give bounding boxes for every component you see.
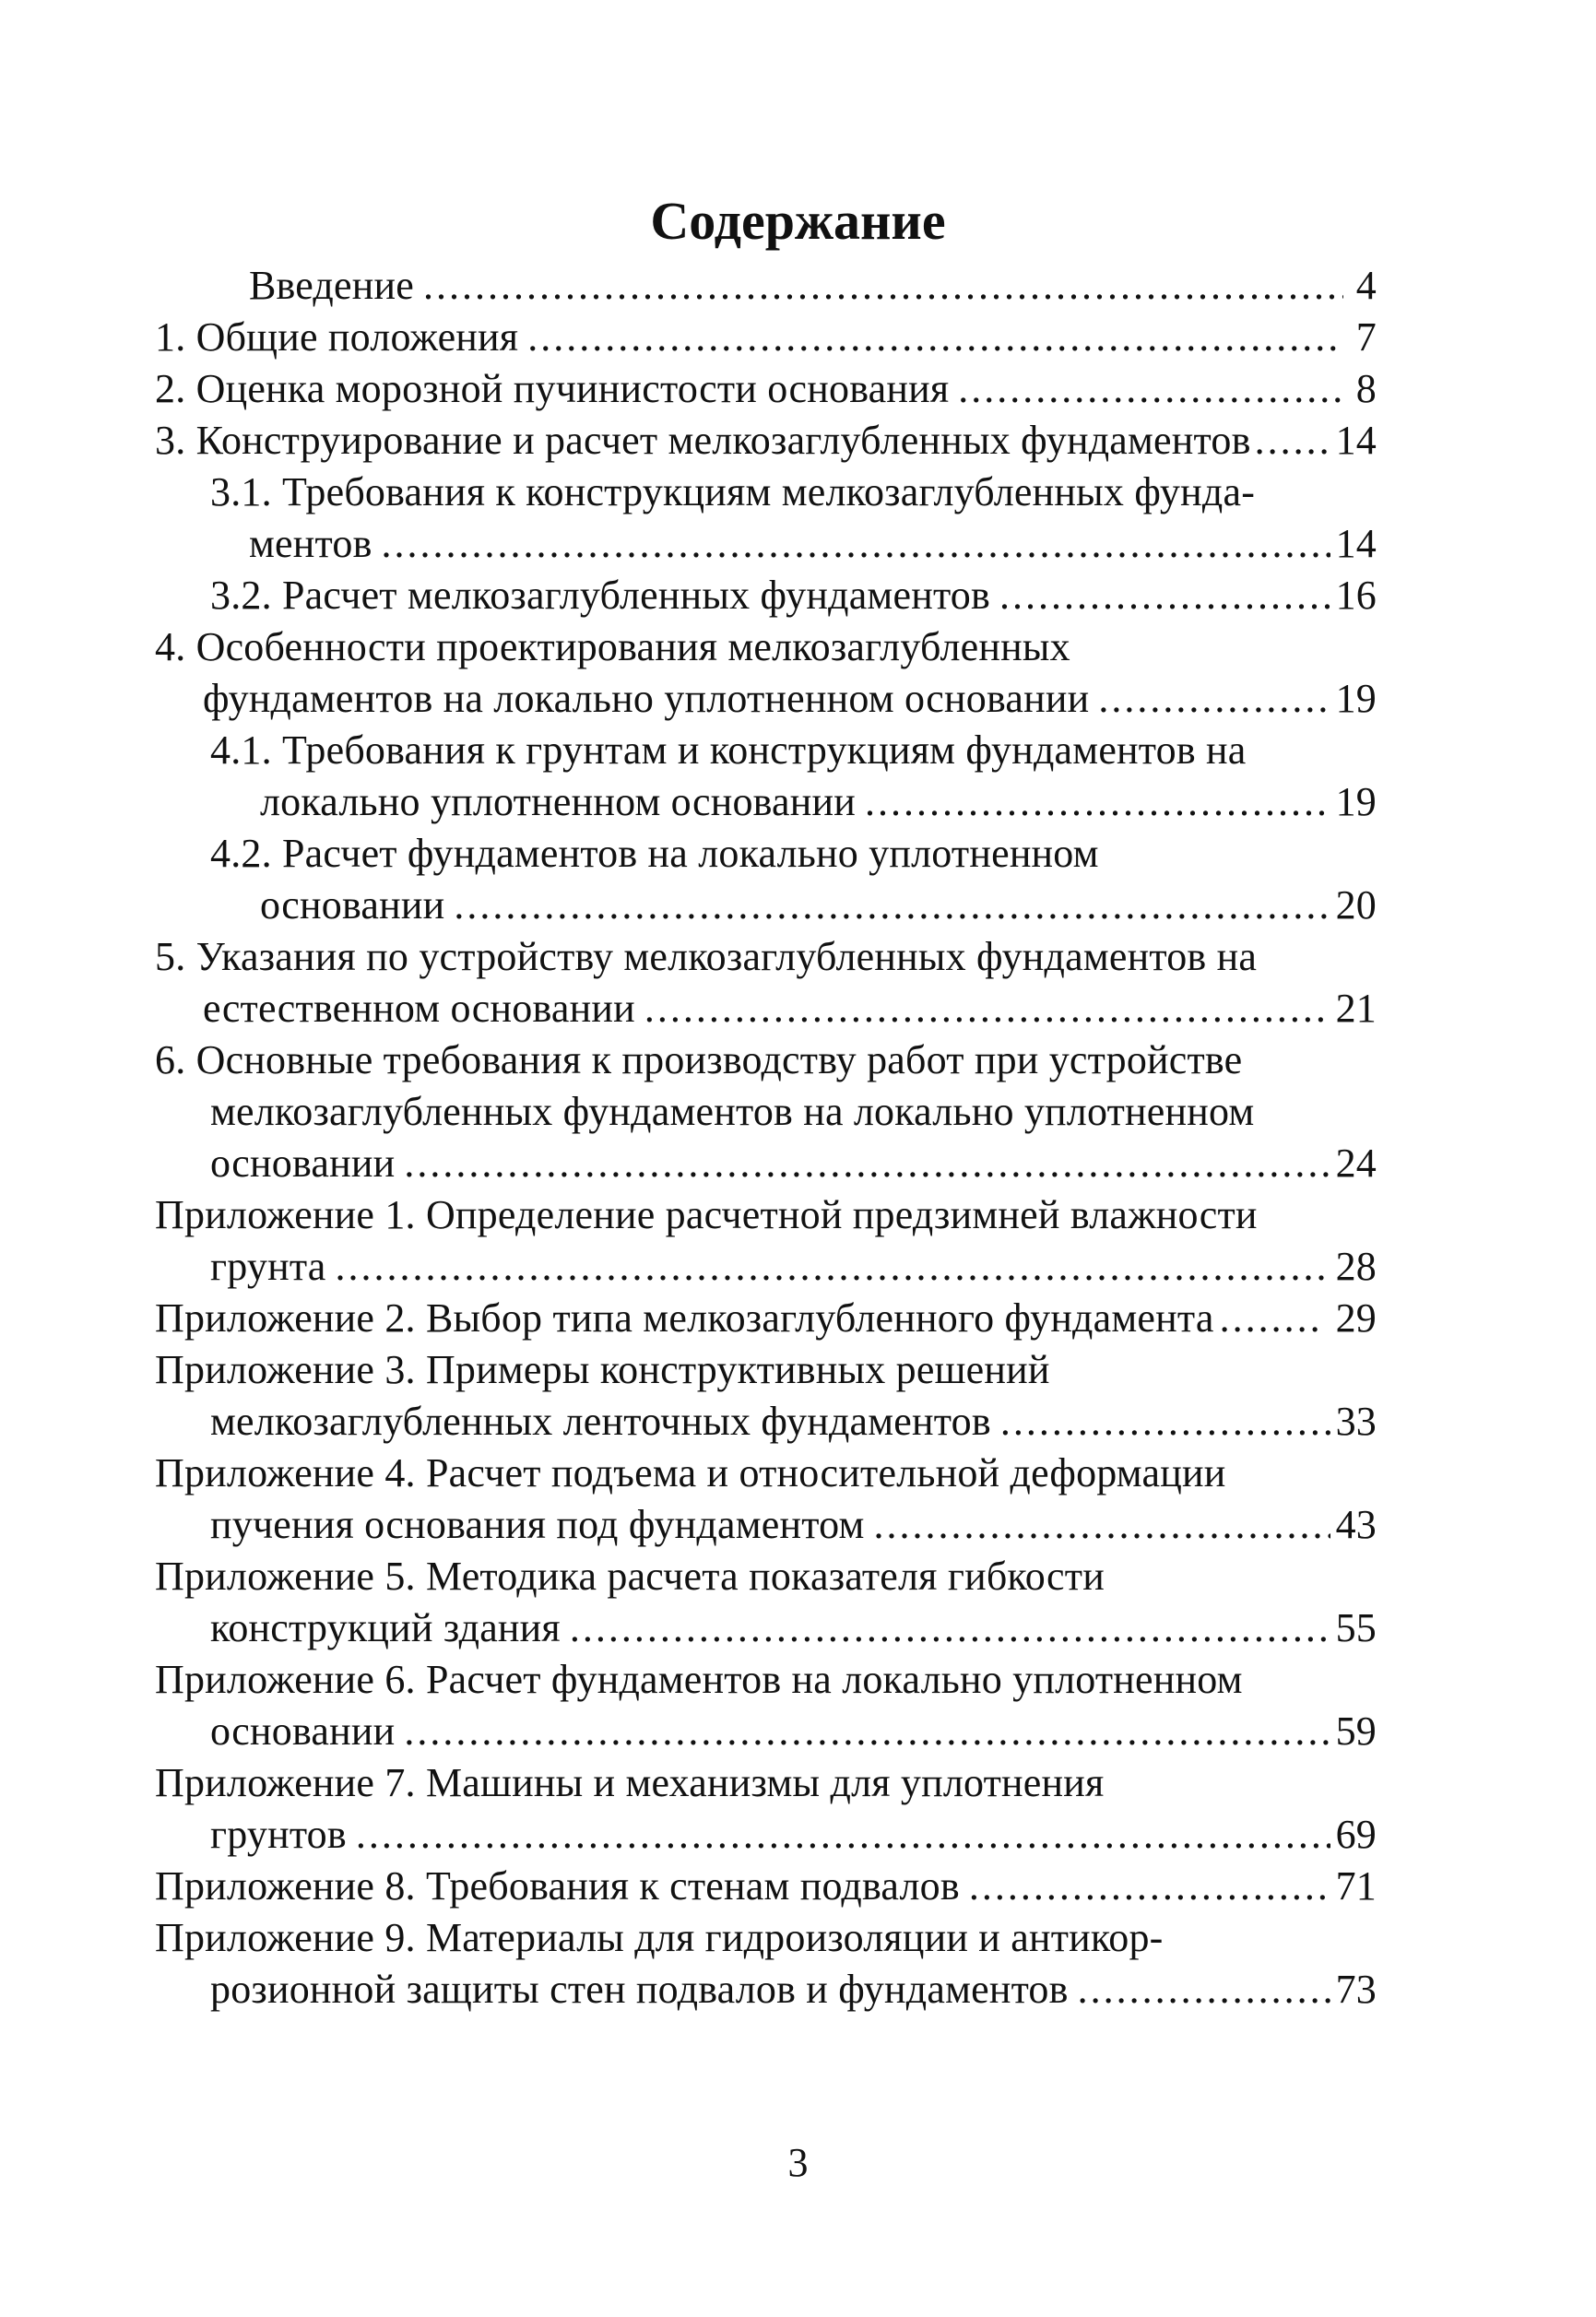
leader-dots — [1078, 1964, 1330, 2016]
toc-entry-text: Приложение 9. Материалы для гидроизоляции и антикор- — [155, 1915, 1164, 1960]
toc-entry-page: 21 — [1335, 986, 1377, 1031]
toc-entry-text: розионной защиты стен подвалов и фундаментов — [210, 1967, 1069, 2012]
leader-dots — [527, 312, 1343, 363]
leader-dots — [1000, 1396, 1330, 1448]
toc-entry[interactable] — [155, 1654, 1377, 1706]
toc-entry[interactable] — [155, 415, 1377, 467]
toc-entry-page: 43 — [1335, 1502, 1377, 1547]
toc-entry-text: Приложение 5. Методика расчета показателя гибкости — [155, 1554, 1105, 1599]
toc-entry-text: пучения основания под фундаментом — [210, 1502, 865, 1547]
toc-entry-continuation[interactable] — [210, 1706, 1377, 1757]
toc-entry-text: Введение — [249, 263, 414, 308]
toc-entry[interactable] — [155, 1551, 1377, 1602]
toc-entry[interactable] — [155, 363, 1377, 415]
toc-entry-page: 14 — [1335, 521, 1377, 566]
toc-entry-page: 28 — [1335, 1244, 1377, 1289]
toc-entry-text: 6. Основные требования к производству работ при устройстве — [155, 1037, 1243, 1082]
leader-dots — [865, 776, 1330, 828]
toc-entry-text: основании — [210, 1708, 396, 1754]
leader-dots — [958, 363, 1343, 415]
leader-dots — [336, 1241, 1330, 1293]
toc-entry-page: 69 — [1335, 1812, 1377, 1857]
toc-entry-continuation[interactable] — [260, 776, 1377, 828]
toc-entry-page: 7 — [1355, 314, 1377, 360]
toc-entry-continuation[interactable] — [210, 1602, 1377, 1654]
toc-entry-page: 19 — [1335, 676, 1377, 721]
toc-entry-text: 3.1. Требования к конструкциям мелкозаглубленных фунда- — [210, 469, 1256, 514]
toc-entry-page: 73 — [1335, 1967, 1377, 2012]
leader-dots — [382, 518, 1330, 570]
toc-entry-page: 14 — [1335, 418, 1377, 463]
toc-entry-continuation[interactable] — [260, 880, 1377, 931]
toc-entry-continuation[interactable] — [210, 1499, 1377, 1551]
toc-entry-page: 19 — [1335, 779, 1377, 824]
toc-entry-text: Приложение 4. Расчет подъема и относительной деформации — [155, 1450, 1226, 1495]
toc-entry-text: конструкций здания — [210, 1605, 561, 1650]
leader-dots — [969, 1861, 1330, 1912]
leader-dots — [1098, 673, 1330, 725]
toc-entry[interactable] — [155, 1448, 1377, 1499]
toc-entry-text: Приложение 3. Примеры конструктивных решений — [155, 1347, 1050, 1392]
toc-entry-text: 4.2. Расчет фундаментов на локально уплотненном — [210, 831, 1099, 876]
leader-dots — [999, 570, 1330, 621]
toc-entry-text: мелкозаглубленных фундаментов на локально уплотненном — [210, 1089, 1255, 1134]
leader-dots — [454, 880, 1330, 931]
toc-entry[interactable] — [155, 1034, 1377, 1086]
toc-entry-text: 1. Общие положения — [155, 314, 519, 360]
toc-entry[interactable] — [155, 931, 1377, 983]
toc-entry-page: 29 — [1335, 1295, 1377, 1341]
leader-dots — [404, 1138, 1330, 1189]
toc-entry-text: локально уплотненном основании — [260, 779, 857, 824]
toc-entry-text: 4. Особенности проектирования мелкозаглубленных — [155, 624, 1070, 669]
toc-entry-text: Приложение 1. Определение расчетной предзимней влажности — [155, 1192, 1258, 1237]
toc-entry-text: основании — [210, 1141, 396, 1186]
toc-entry-continuation[interactable] — [210, 1241, 1377, 1293]
toc-entry-continuation[interactable] — [203, 673, 1377, 725]
toc-entry[interactable] — [155, 1861, 1377, 1912]
toc-entry-page: 33 — [1335, 1399, 1377, 1444]
toc-entry-text: грунта — [210, 1244, 326, 1289]
toc-entry[interactable] — [210, 570, 1377, 621]
toc-entry-continuation[interactable] — [210, 1964, 1377, 2016]
toc-entry-page: 71 — [1335, 1863, 1377, 1909]
toc-entry-continuation[interactable] — [210, 1086, 1377, 1138]
toc-entry[interactable] — [155, 621, 1377, 673]
toc-entry[interactable] — [210, 828, 1377, 880]
toc-entry-text: 3. Конструирование и расчет мелкозаглубленных фундаментов — [155, 418, 1251, 463]
page-title: Содержание — [650, 191, 946, 251]
leader-dots — [404, 1706, 1330, 1757]
toc-entry-continuation[interactable] — [210, 1396, 1377, 1448]
leader-dots — [423, 260, 1343, 312]
toc-entry-text: мелкозаглубленных ленточных фундаментов — [210, 1399, 991, 1444]
toc-entry-page: 55 — [1335, 1605, 1377, 1650]
toc-entry[interactable] — [155, 1912, 1377, 1964]
leader-dots — [570, 1602, 1330, 1654]
toc-entry-text: естественном основании — [203, 986, 635, 1031]
toc-entry[interactable] — [155, 1757, 1377, 1809]
toc-entry[interactable] — [155, 1293, 1377, 1344]
toc-entry-text: 4.1. Требования к грунтам и конструкциям фундаментов на — [210, 727, 1247, 773]
leader-dots — [1255, 415, 1332, 467]
toc-entry-continuation[interactable] — [203, 983, 1377, 1034]
toc-entry-page: 4 — [1355, 263, 1377, 308]
toc-entry-page: 20 — [1335, 882, 1377, 928]
toc-entry-page: 16 — [1335, 573, 1377, 618]
toc-entry-continuation[interactable] — [210, 1809, 1377, 1861]
toc-entry[interactable] — [155, 1189, 1377, 1241]
toc-entry-page: 59 — [1335, 1708, 1377, 1754]
toc-entry[interactable] — [155, 312, 1377, 363]
toc-entry[interactable] — [210, 467, 1377, 518]
toc-entry-text: грунтов — [210, 1812, 347, 1857]
toc-entry-text: Приложение 7. Машины и механизмы для уплотнения — [155, 1760, 1105, 1805]
leader-dots — [873, 1499, 1330, 1551]
toc-entry-text: Приложение 6. Расчет фундаментов на локально уплотненном — [155, 1657, 1243, 1702]
toc-entry[interactable] — [249, 260, 1377, 312]
toc-entry-text: 3.2. Расчет мелкозаглубленных фундаментов — [210, 573, 990, 618]
leader-dots — [644, 983, 1330, 1034]
toc-entry-text: ментов — [249, 521, 372, 566]
toc-entry-continuation[interactable] — [249, 518, 1377, 570]
toc-entry-text: 5. Указания по устройству мелкозаглубленных фундаментов на — [155, 934, 1258, 979]
toc-entry[interactable] — [210, 725, 1377, 776]
toc-entry-text: фундаментов на локально уплотненном основании — [203, 676, 1090, 721]
toc-entry-text: 2. Оценка морозной пучинистости основания — [155, 366, 950, 411]
toc-entry-text: Приложение 8. Требования к стенам подвалов — [155, 1863, 960, 1909]
toc-entry-text: Приложение 2. Выбор типа мелкозаглубленного фундамента — [155, 1295, 1214, 1341]
leader-dots — [1220, 1293, 1323, 1344]
page-number: 3 — [787, 2140, 809, 2185]
toc-entry[interactable] — [155, 1344, 1377, 1396]
toc-entry-page: 24 — [1335, 1141, 1377, 1186]
toc-entry-text: основании — [260, 882, 445, 928]
leader-dots — [356, 1809, 1330, 1861]
toc-entry-page: 8 — [1355, 366, 1377, 411]
toc-entry-continuation[interactable] — [210, 1138, 1377, 1189]
